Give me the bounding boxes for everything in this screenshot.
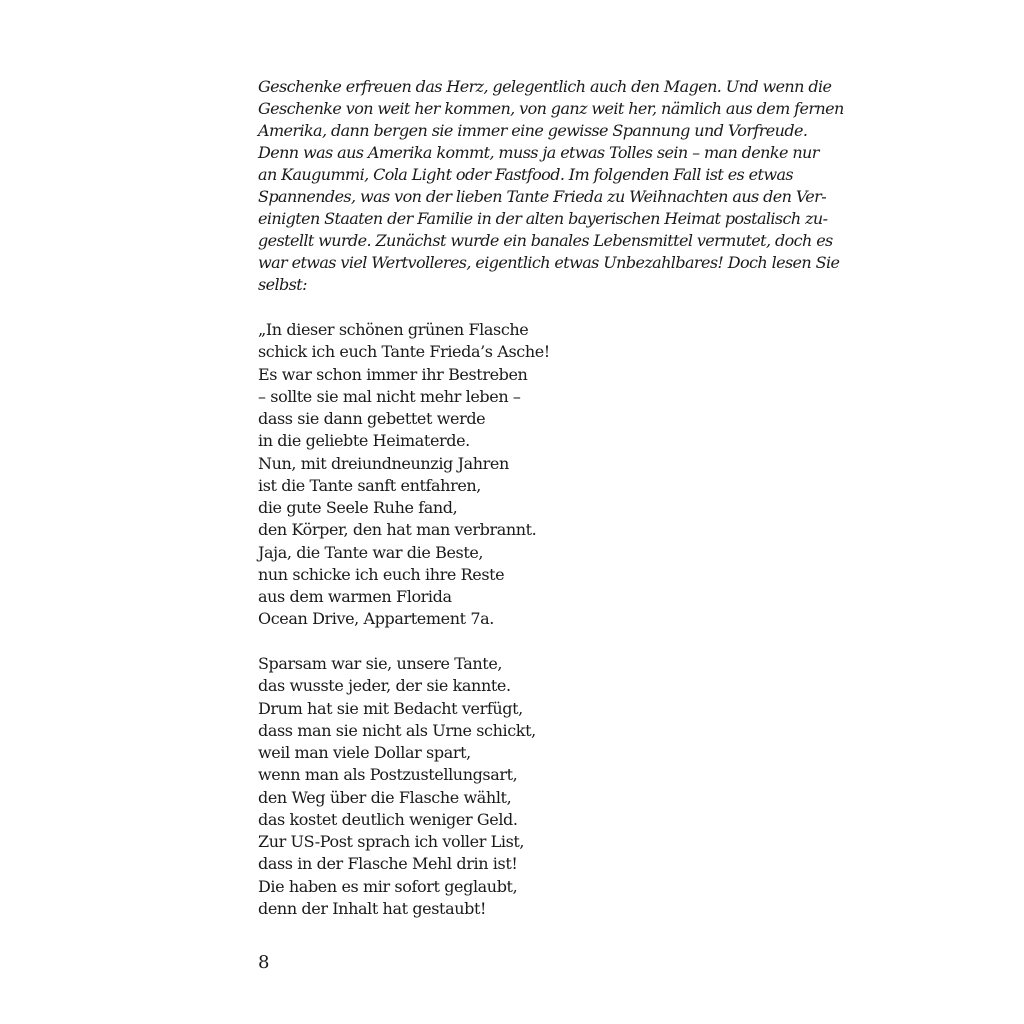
- intro-line: Spannendes, was von der lieben Tante Frieda zu Weihnachten aus den Ver-: [258, 187, 827, 206]
- poem-line: dass sie dann gebettet werde: [258, 409, 486, 428]
- poem-line: in die geliebte Heimaterde.: [258, 431, 470, 451]
- poem-line: wenn man als Postzustellungsart,: [258, 765, 518, 785]
- intro-line: selbst:: [258, 275, 307, 294]
- poem-line: den Weg über die Flasche wählt,: [258, 787, 512, 807]
- poem-line: dass man sie nicht als Urne schickt,: [258, 720, 536, 740]
- poem-stanza-2: [258, 653, 778, 920]
- poem-line: denn der Inhalt hat gestaubt!: [258, 898, 487, 918]
- poem-line: das wusste jeder, der sie kannte.: [258, 676, 511, 696]
- intro-line: Denn was aus Amerika kommt, muss ja etwas Tolles sein – man denke nur: [258, 143, 819, 162]
- poem-line: ist die Tante sanft entfahren,: [258, 475, 481, 495]
- poem-line: „In dieser schönen grünen Flasche: [258, 320, 529, 339]
- poem-line: Sparsam war sie, unsere Tante,: [258, 654, 503, 673]
- poem-line: Ocean Drive, Appartement 7a.: [258, 609, 494, 629]
- poem-line: die gute Seele Ruhe fand,: [258, 498, 458, 517]
- poem-line: Nun, mit dreiundneunzig Jahren: [258, 453, 509, 473]
- poem-stanza-1: [258, 319, 778, 631]
- poem-line: den Körper, den hat man verbrannt.: [258, 520, 537, 540]
- intro-line: Geschenke von weit her kommen, von ganz weit her, nämlich aus dem fernen: [258, 99, 844, 118]
- intro-line: gestellt wurde. Zunächst wurde ein banales Lebensmittel vermutet, doch es: [258, 231, 833, 250]
- intro-line: Geschenke erfreuen das Herz, gelegentlich auch den Magen. Und wenn die: [258, 77, 832, 96]
- poem-line: das kostet deutlich weniger Geld.: [258, 809, 518, 829]
- poem-line: – sollte sie mal nicht mehr leben –: [258, 386, 521, 406]
- poem-line: weil man viele Dollar spart,: [258, 743, 471, 762]
- intro-line: Amerika, dann bergen sie immer eine gewisse Spannung und Vorfreude.: [258, 121, 808, 140]
- intro-line: einigten Staaten der Familie in der alten bayerischen Heimat postalisch zu-: [258, 209, 828, 228]
- poem-line: aus dem warmen Florida: [258, 587, 452, 606]
- poem-line: dass in der Flasche Mehl drin ist!: [258, 854, 518, 874]
- poem-line: schick ich euch Tante Frieda’s Asche!: [258, 342, 550, 362]
- poem-line: Es war schon immer ihr Bestreben: [258, 364, 528, 384]
- intro-line: an Kaugummi, Cola Light oder Fastfood. Im folgenden Fall ist es etwas: [258, 165, 793, 184]
- poem-line: Zur US-Post sprach ich voller List,: [258, 832, 525, 851]
- page-number: 8: [258, 952, 270, 973]
- poem-line: Die haben es mir sofort geglaubt,: [258, 876, 518, 896]
- poem-line: Drum hat sie mit Bedacht verfügt,: [258, 698, 523, 718]
- intro-line: war etwas viel Wertvolleres, eigentlich etwas Unbezahlbares! Doch lesen Sie: [258, 253, 840, 272]
- poem-line: Jaja, die Tante war die Beste,: [258, 542, 484, 562]
- poem-line: nun schicke ich euch ihre Reste: [258, 564, 505, 584]
- intro-paragraph: [258, 76, 844, 296]
